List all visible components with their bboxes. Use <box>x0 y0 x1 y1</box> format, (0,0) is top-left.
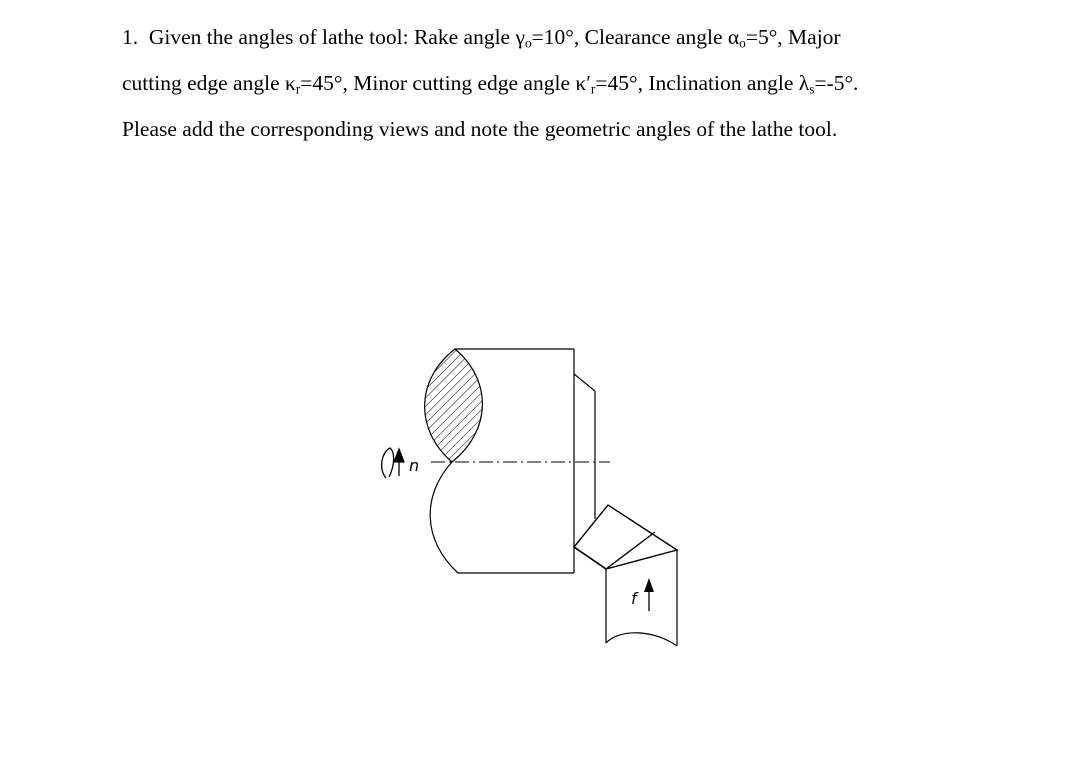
problem-line-1: 1. Given the angles of lathe tool: Rake angle $\gamma_o=10^\circ$, Clearance angle $\alpha_o=5^\circ$, Major <box>122 25 841 51</box>
rotation-arrow-icon <box>382 448 404 478</box>
problem-line-3: Please add the corresponding views and note the geometric angles of the lathe tool. <box>122 117 838 141</box>
machined-surface <box>574 374 595 519</box>
feed-arrow-icon <box>644 578 654 611</box>
workpiece-section-hatch <box>425 349 483 462</box>
problem-line-2: cutting edge angle $\kappa_r=45^\circ$, Minor cutting edge angle $\kappa'_r=45^\circ$, Inclination angle $\lambda_s=-5^\circ$. <box>122 71 859 97</box>
rotation-label: n <box>409 456 420 475</box>
feed-label: f <box>631 589 637 608</box>
tool-head <box>574 505 677 569</box>
tool-shank <box>606 550 677 646</box>
problem-number: 1. <box>122 25 139 49</box>
